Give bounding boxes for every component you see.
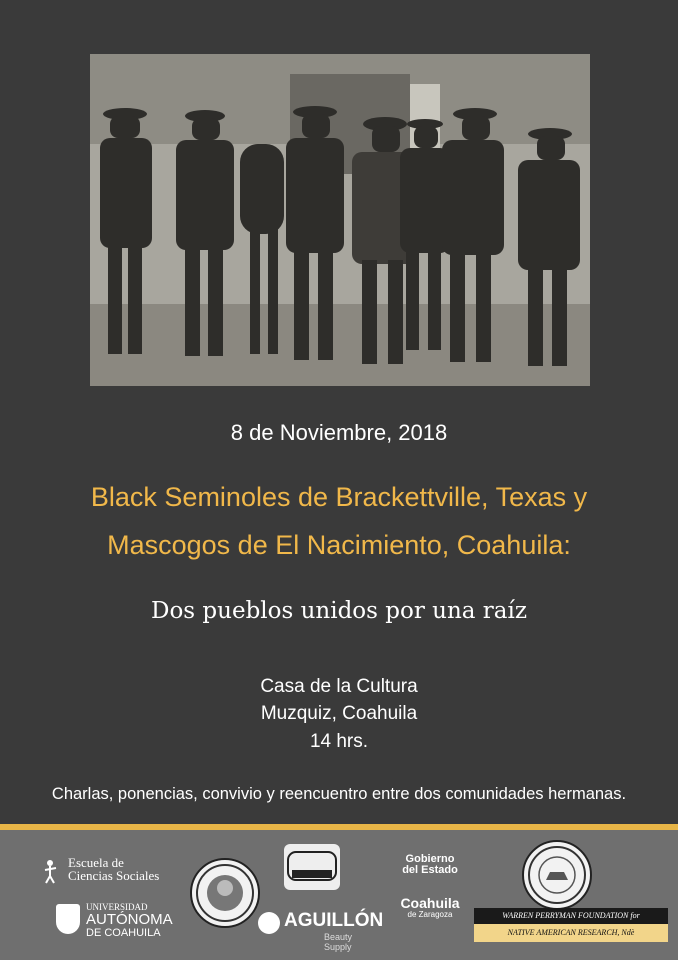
uac-line2: AUTÓNOMA <box>86 911 173 928</box>
sponsor-footer <box>0 830 678 960</box>
seminole-nation-seal-logo <box>522 840 592 910</box>
cerdo-icon <box>284 844 340 890</box>
escuela-line2: Ciencias Sociales <box>68 868 160 883</box>
venue-name: Casa de la Cultura <box>260 676 418 697</box>
event-subtitle: Dos pueblos unidos por una raíz <box>151 598 527 624</box>
escuela-emblem-icon <box>42 858 68 884</box>
photo-illustration <box>90 54 590 386</box>
historical-photo <box>90 54 590 386</box>
gobierno-zaragoza: de Zaragoza <box>407 910 453 919</box>
foundation-line2: NATIVE AMERICAN RESEARCH, Ndè <box>474 924 668 942</box>
event-title-line1: Black Seminoles de Brackettville, Texas y <box>90 482 588 512</box>
seminole-seal-icon <box>524 842 590 908</box>
gobierno-line1: Gobierno <box>405 853 455 865</box>
uac-line1: UNIVERSIDAD <box>86 902 148 912</box>
mascogos-seal-logo <box>190 858 260 928</box>
event-time: 14 hrs. <box>309 731 369 752</box>
uac-shield-icon <box>56 904 80 934</box>
event-date: 8 de Noviembre, 2018 <box>230 420 448 445</box>
mascogos-seal-icon <box>192 860 258 926</box>
escuela-line1: Escuela de <box>68 855 124 870</box>
gobierno-coahuila-logo <box>400 854 460 920</box>
aguillon-name: AGUILLÓN <box>284 910 384 931</box>
uac-line3: DE COAHUILA <box>86 927 161 939</box>
event-title-line2: Mascogos de El Nacimiento, Coahuila: <box>107 530 571 560</box>
event-description: Charlas, ponencias, convivio y reencuentro entre dos comunidades hermanas. <box>51 785 627 803</box>
venue-location: Muzquiz, Coahuila <box>260 703 418 724</box>
gobierno-coahuila: Coahuila <box>400 895 460 911</box>
aguillon-sub: Beauty Supply <box>324 932 353 952</box>
aguillon-emblem-icon <box>258 912 280 934</box>
cerdo-editorial-logo <box>284 844 340 890</box>
foundation-line1: WARREN PERRYMAN FOUNDATION for <box>474 908 668 924</box>
gobierno-line2: del Estado <box>402 864 458 876</box>
warren-perryman-foundation-logo <box>474 908 668 942</box>
